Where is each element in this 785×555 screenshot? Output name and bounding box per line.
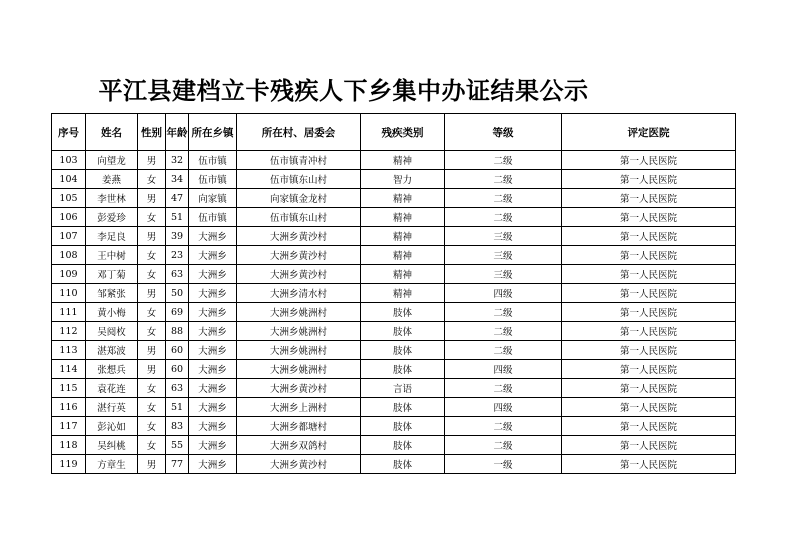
cell-hospital: 第一人民医院 <box>562 265 736 284</box>
cell-disability-type: 智力 <box>361 170 445 189</box>
cell-hospital: 第一人民医院 <box>562 227 736 246</box>
table-row <box>52 322 736 341</box>
cell-hospital: 第一人民医院 <box>562 322 736 341</box>
cell-name: 袁花连 <box>86 379 138 398</box>
cell-name: 邹紧张 <box>86 284 138 303</box>
cell-name: 湛行英 <box>86 398 138 417</box>
cell-township: 大洲乡 <box>189 341 237 360</box>
cell-age: 60 <box>166 360 189 379</box>
cell-disability-type: 肢体 <box>361 436 445 455</box>
cell-village: 大洲乡双鸽村 <box>237 436 361 455</box>
cell-index: 106 <box>52 208 86 227</box>
cell-disability-type: 肢体 <box>361 398 445 417</box>
table-row <box>52 170 736 189</box>
cell-index: 104 <box>52 170 86 189</box>
table-row <box>52 341 736 360</box>
header-township: 所在乡镇 <box>189 114 237 151</box>
cell-hospital: 第一人民医院 <box>562 455 736 474</box>
cell-township: 大洲乡 <box>189 360 237 379</box>
cell-name: 姜燕 <box>86 170 138 189</box>
cell-grade: 四级 <box>445 398 562 417</box>
table-row <box>52 360 736 379</box>
cell-index: 112 <box>52 322 86 341</box>
cell-age: 34 <box>166 170 189 189</box>
cell-name: 吴纠桃 <box>86 436 138 455</box>
cell-gender: 女 <box>138 436 166 455</box>
cell-name: 王中树 <box>86 246 138 265</box>
cell-name: 吴阅枚 <box>86 322 138 341</box>
cell-age: 47 <box>166 189 189 208</box>
cell-hospital: 第一人民医院 <box>562 341 736 360</box>
cell-village: 大洲乡姚洲村 <box>237 322 361 341</box>
cell-age: 83 <box>166 417 189 436</box>
table-body <box>52 151 736 474</box>
cell-township: 大洲乡 <box>189 227 237 246</box>
cell-hospital: 第一人民医院 <box>562 379 736 398</box>
table-row <box>52 246 736 265</box>
header-name: 姓名 <box>86 114 138 151</box>
cell-index: 111 <box>52 303 86 322</box>
cell-village: 大洲乡黄沙村 <box>237 265 361 284</box>
cell-village: 大洲乡黄沙村 <box>237 379 361 398</box>
cell-gender: 女 <box>138 170 166 189</box>
cell-index: 118 <box>52 436 86 455</box>
cell-gender: 女 <box>138 246 166 265</box>
cell-grade: 二级 <box>445 151 562 170</box>
cell-grade: 四级 <box>445 360 562 379</box>
table-row <box>52 379 736 398</box>
cell-township: 伍市镇 <box>189 151 237 170</box>
header-index: 序号 <box>52 114 86 151</box>
table-row <box>52 151 736 170</box>
cell-village: 伍市镇东山村 <box>237 170 361 189</box>
cell-hospital: 第一人民医院 <box>562 417 736 436</box>
cell-disability-type: 言语 <box>361 379 445 398</box>
cell-age: 23 <box>166 246 189 265</box>
cell-name: 李世林 <box>86 189 138 208</box>
cell-index: 119 <box>52 455 86 474</box>
cell-index: 114 <box>52 360 86 379</box>
cell-township: 大洲乡 <box>189 265 237 284</box>
table-row <box>52 189 736 208</box>
cell-village: 大洲乡清水村 <box>237 284 361 303</box>
cell-grade: 二级 <box>445 322 562 341</box>
cell-grade: 四级 <box>445 284 562 303</box>
cell-age: 55 <box>166 436 189 455</box>
cell-disability-type: 精神 <box>361 284 445 303</box>
cell-name: 方章生 <box>86 455 138 474</box>
cell-gender: 男 <box>138 284 166 303</box>
cell-disability-type: 精神 <box>361 208 445 227</box>
table-row <box>52 398 736 417</box>
cell-village: 大洲乡姚洲村 <box>237 303 361 322</box>
cell-grade: 二级 <box>445 208 562 227</box>
cell-township: 大洲乡 <box>189 322 237 341</box>
cell-index: 103 <box>52 151 86 170</box>
cell-name: 邓丁菊 <box>86 265 138 284</box>
cell-age: 63 <box>166 265 189 284</box>
cell-gender: 女 <box>138 265 166 284</box>
cell-disability-type: 精神 <box>361 189 445 208</box>
cell-hospital: 第一人民医院 <box>562 398 736 417</box>
cell-name: 向望龙 <box>86 151 138 170</box>
cell-hospital: 第一人民医院 <box>562 170 736 189</box>
cell-village: 大洲乡黄沙村 <box>237 455 361 474</box>
cell-age: 63 <box>166 379 189 398</box>
cell-disability-type: 精神 <box>361 265 445 284</box>
header-village: 所在村、居委会 <box>237 114 361 151</box>
cell-grade: 二级 <box>445 341 562 360</box>
cell-name: 湛郑波 <box>86 341 138 360</box>
cell-index: 110 <box>52 284 86 303</box>
cell-age: 39 <box>166 227 189 246</box>
cell-gender: 男 <box>138 151 166 170</box>
cell-village: 大洲乡姚洲村 <box>237 360 361 379</box>
table-row <box>52 227 736 246</box>
cell-disability-type: 肢体 <box>361 303 445 322</box>
cell-index: 105 <box>52 189 86 208</box>
header-age: 年龄 <box>166 114 189 151</box>
table-header-row <box>52 114 736 151</box>
cell-grade: 二级 <box>445 417 562 436</box>
header-gender: 性别 <box>138 114 166 151</box>
cell-age: 51 <box>166 398 189 417</box>
cell-age: 50 <box>166 284 189 303</box>
table-row <box>52 455 736 474</box>
header-hospital: 评定医院 <box>562 114 736 151</box>
cell-age: 60 <box>166 341 189 360</box>
cell-gender: 男 <box>138 227 166 246</box>
cell-name: 张想兵 <box>86 360 138 379</box>
cell-gender: 女 <box>138 398 166 417</box>
cell-village: 伍市镇青冲村 <box>237 151 361 170</box>
cell-age: 88 <box>166 322 189 341</box>
page-title: 平江县建档立卡残疾人下乡集中办证结果公示 <box>98 76 589 105</box>
cell-age: 51 <box>166 208 189 227</box>
cell-hospital: 第一人民医院 <box>562 189 736 208</box>
cell-grade: 二级 <box>445 303 562 322</box>
cell-hospital: 第一人民医院 <box>562 246 736 265</box>
cell-index: 107 <box>52 227 86 246</box>
cell-disability-type: 精神 <box>361 227 445 246</box>
cell-index: 117 <box>52 417 86 436</box>
cell-age: 69 <box>166 303 189 322</box>
cell-gender: 男 <box>138 341 166 360</box>
cell-disability-type: 肢体 <box>361 455 445 474</box>
cell-township: 大洲乡 <box>189 303 237 322</box>
cell-grade: 二级 <box>445 379 562 398</box>
cell-gender: 女 <box>138 208 166 227</box>
cell-index: 108 <box>52 246 86 265</box>
cell-age: 32 <box>166 151 189 170</box>
cell-hospital: 第一人民医院 <box>562 436 736 455</box>
cell-disability-type: 肢体 <box>361 341 445 360</box>
cell-disability-type: 肢体 <box>361 417 445 436</box>
table-row <box>52 436 736 455</box>
cell-gender: 男 <box>138 189 166 208</box>
cell-gender: 女 <box>138 417 166 436</box>
cell-grade: 二级 <box>445 436 562 455</box>
cell-township: 大洲乡 <box>189 455 237 474</box>
cell-name: 黄小梅 <box>86 303 138 322</box>
cell-gender: 男 <box>138 360 166 379</box>
cell-index: 116 <box>52 398 86 417</box>
cell-township: 大洲乡 <box>189 246 237 265</box>
cell-township: 伍市镇 <box>189 170 237 189</box>
cell-disability-type: 精神 <box>361 151 445 170</box>
table-row <box>52 303 736 322</box>
cell-hospital: 第一人民医院 <box>562 208 736 227</box>
cell-disability-type: 肢体 <box>361 360 445 379</box>
cell-township: 大洲乡 <box>189 284 237 303</box>
cell-village: 大洲乡黄沙村 <box>237 246 361 265</box>
cell-hospital: 第一人民医院 <box>562 151 736 170</box>
cell-township: 大洲乡 <box>189 436 237 455</box>
cell-township: 大洲乡 <box>189 379 237 398</box>
cell-gender: 男 <box>138 455 166 474</box>
cell-gender: 女 <box>138 379 166 398</box>
cell-name: 彭爱珍 <box>86 208 138 227</box>
cell-township: 伍市镇 <box>189 208 237 227</box>
cell-village: 伍市镇东山村 <box>237 208 361 227</box>
cell-age: 77 <box>166 455 189 474</box>
cell-grade: 三级 <box>445 246 562 265</box>
cell-village: 向家镇金龙村 <box>237 189 361 208</box>
cell-index: 109 <box>52 265 86 284</box>
cell-township: 大洲乡 <box>189 417 237 436</box>
cell-hospital: 第一人民医院 <box>562 303 736 322</box>
cell-grade: 一级 <box>445 455 562 474</box>
cell-gender: 女 <box>138 303 166 322</box>
cell-village: 大洲乡都塘村 <box>237 417 361 436</box>
cell-hospital: 第一人民医院 <box>562 360 736 379</box>
results-table <box>51 113 736 474</box>
cell-village: 大洲乡黄沙村 <box>237 227 361 246</box>
header-disability-type: 残疾类别 <box>361 114 445 151</box>
cell-village: 大洲乡上洲村 <box>237 398 361 417</box>
header-grade: 等级 <box>445 114 562 151</box>
table-row <box>52 417 736 436</box>
cell-grade: 三级 <box>445 227 562 246</box>
cell-name: 彭沁如 <box>86 417 138 436</box>
cell-name: 李足良 <box>86 227 138 246</box>
cell-disability-type: 精神 <box>361 246 445 265</box>
cell-gender: 女 <box>138 322 166 341</box>
cell-grade: 三级 <box>445 265 562 284</box>
table-row <box>52 208 736 227</box>
cell-hospital: 第一人民医院 <box>562 284 736 303</box>
cell-disability-type: 肢体 <box>361 322 445 341</box>
table-row <box>52 284 736 303</box>
cell-township: 向家镇 <box>189 189 237 208</box>
table-row <box>52 265 736 284</box>
cell-index: 115 <box>52 379 86 398</box>
cell-grade: 二级 <box>445 170 562 189</box>
cell-grade: 二级 <box>445 189 562 208</box>
cell-village: 大洲乡姚洲村 <box>237 341 361 360</box>
cell-township: 大洲乡 <box>189 398 237 417</box>
cell-index: 113 <box>52 341 86 360</box>
